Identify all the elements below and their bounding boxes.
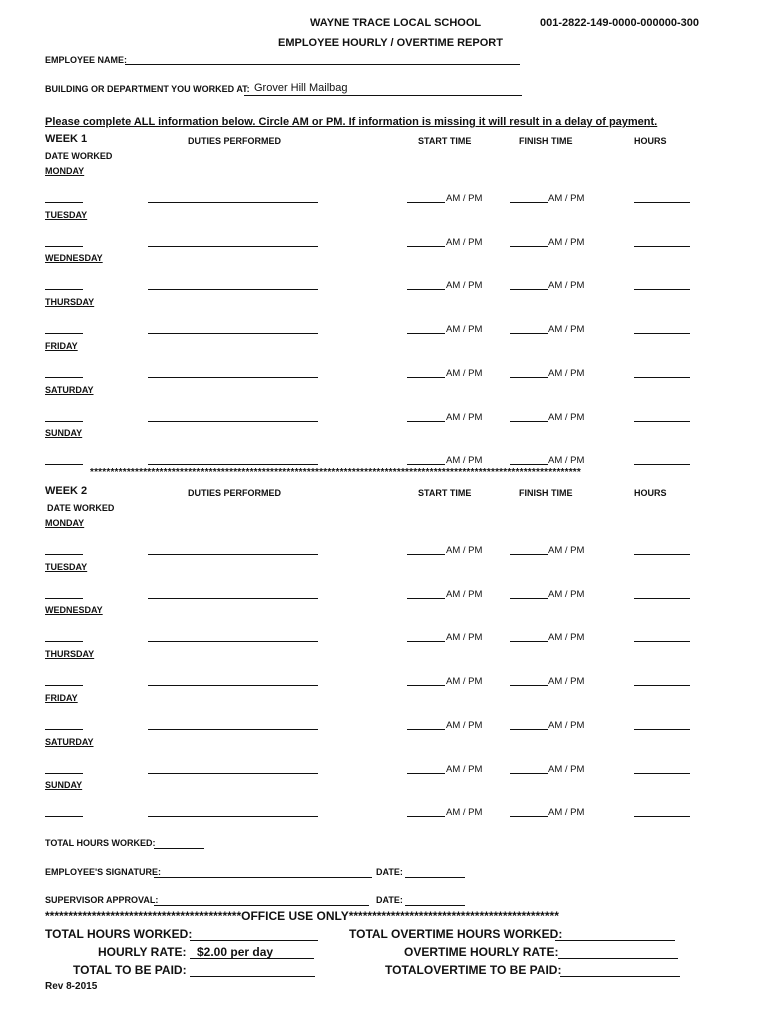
building-field[interactable] bbox=[244, 95, 522, 96]
week-label: WEEK 2 bbox=[45, 485, 88, 497]
date-field[interactable] bbox=[45, 464, 83, 465]
start-time-field[interactable] bbox=[407, 773, 445, 774]
office-overtime-paid-label: TOTALOVERTIME TO BE PAID: bbox=[385, 963, 562, 977]
start-ampm[interactable]: AM / PM bbox=[446, 545, 483, 556]
duties-field[interactable] bbox=[148, 729, 318, 730]
finish-time-field[interactable] bbox=[510, 202, 548, 203]
date-field[interactable] bbox=[45, 816, 83, 817]
office-use-divider bbox=[45, 909, 700, 923]
finish-time-field[interactable] bbox=[510, 641, 548, 642]
duties-field[interactable] bbox=[148, 377, 318, 378]
office-overtime-hours-label: TOTAL OVERTIME HOURS WORKED: bbox=[349, 927, 563, 941]
start-ampm[interactable]: AM / PM bbox=[446, 807, 483, 819]
duties-field[interactable] bbox=[148, 289, 318, 290]
hours-field[interactable] bbox=[634, 554, 690, 555]
hours-field[interactable] bbox=[634, 377, 690, 378]
finish-time-header: FINISH TIME bbox=[519, 488, 573, 498]
employee-name-field[interactable] bbox=[125, 64, 520, 65]
finish-ampm[interactable]: AM / PM bbox=[548, 455, 585, 467]
finish-ampm[interactable]: AM / PM bbox=[548, 411, 585, 423]
day-label-tuesday: TUESDAY bbox=[45, 209, 88, 220]
supervisor-date-field[interactable] bbox=[405, 905, 465, 906]
day-label-wednesday: WEDNESDAY bbox=[45, 605, 103, 616]
start-time-header: START TIME bbox=[418, 136, 472, 146]
date-field[interactable] bbox=[45, 333, 83, 334]
duties-field[interactable] bbox=[148, 816, 318, 817]
duties-field[interactable] bbox=[148, 554, 318, 555]
office-stars-right: ********************************************* bbox=[348, 909, 559, 923]
date-field[interactable] bbox=[45, 202, 83, 203]
building-value[interactable]: Grover Hill Mailbag bbox=[254, 82, 348, 94]
form-title: EMPLOYEE HOURLY / OVERTIME REPORT bbox=[278, 37, 503, 49]
finish-time-field[interactable] bbox=[510, 377, 548, 378]
building-label: BUILDING OR DEPARTMENT YOU WORKED AT: bbox=[45, 84, 250, 94]
start-ampm[interactable]: AM / PM bbox=[446, 676, 483, 688]
finish-time-header: FINISH TIME bbox=[519, 136, 573, 146]
start-time-field[interactable] bbox=[407, 377, 445, 378]
finish-time-field[interactable] bbox=[510, 773, 548, 774]
start-time-field[interactable] bbox=[407, 816, 445, 817]
date-field[interactable] bbox=[45, 641, 83, 642]
start-time-field[interactable] bbox=[407, 421, 445, 422]
office-total-paid-field[interactable] bbox=[190, 976, 315, 977]
finish-ampm[interactable]: AM / PM bbox=[548, 807, 585, 819]
start-ampm[interactable]: AM / PM bbox=[446, 324, 483, 336]
duties-header: DUTIES PERFORMED bbox=[188, 136, 282, 146]
signature-date-field[interactable] bbox=[405, 877, 465, 878]
finish-time-field[interactable] bbox=[510, 816, 548, 817]
date-field[interactable] bbox=[45, 685, 83, 686]
day-label-wednesday: WEDNESDAY bbox=[45, 253, 103, 264]
date-field[interactable] bbox=[45, 421, 83, 422]
day-label-monday: MONDAY bbox=[45, 518, 85, 528]
hours-field[interactable] bbox=[634, 421, 690, 422]
hours-field[interactable] bbox=[634, 729, 690, 730]
start-ampm[interactable]: AM / PM bbox=[446, 367, 483, 379]
duties-field[interactable] bbox=[148, 202, 318, 203]
hours-field[interactable] bbox=[634, 773, 690, 774]
start-time-field[interactable] bbox=[407, 554, 445, 555]
office-overtime-rate-label: OVERTIME HOURLY RATE: bbox=[404, 945, 559, 959]
revision: Rev 8-2015 bbox=[45, 981, 98, 992]
finish-ampm[interactable]: AM / PM bbox=[548, 632, 585, 644]
day-label-friday: FRIDAY bbox=[45, 340, 78, 351]
office-overtime-hours-field[interactable] bbox=[555, 940, 675, 941]
finish-ampm[interactable]: AM / PM bbox=[548, 719, 585, 731]
finish-time-field[interactable] bbox=[510, 598, 548, 599]
start-time-field[interactable] bbox=[407, 685, 445, 686]
hours-field[interactable] bbox=[634, 816, 690, 817]
finish-ampm[interactable]: AM / PM bbox=[548, 545, 585, 556]
day-label-saturday: SATURDAY bbox=[45, 736, 94, 747]
hours-field[interactable] bbox=[634, 641, 690, 642]
start-ampm[interactable]: AM / PM bbox=[446, 193, 483, 204]
finish-ampm[interactable]: AM / PM bbox=[548, 763, 585, 775]
date-field[interactable] bbox=[45, 289, 83, 290]
finish-ampm[interactable]: AM / PM bbox=[548, 193, 585, 204]
start-time-field[interactable] bbox=[407, 289, 445, 290]
start-ampm[interactable]: AM / PM bbox=[446, 411, 483, 423]
duties-field[interactable] bbox=[148, 773, 318, 774]
day-label-saturday: SATURDAY bbox=[45, 384, 94, 395]
date-field[interactable] bbox=[45, 729, 83, 730]
signature-label: EMPLOYEE'S SIGNATURE: bbox=[45, 867, 161, 877]
finish-ampm[interactable]: AM / PM bbox=[548, 280, 585, 292]
finish-time-field[interactable] bbox=[510, 333, 548, 334]
start-ampm[interactable]: AM / PM bbox=[446, 280, 483, 292]
date-field[interactable] bbox=[45, 773, 83, 774]
day-label-sunday: SUNDAY bbox=[45, 428, 83, 439]
day-label-sunday: SUNDAY bbox=[45, 780, 83, 791]
supervisor-label: SUPERVISOR APPROVAL: bbox=[45, 895, 159, 905]
start-time-field[interactable] bbox=[407, 598, 445, 599]
start-time-field[interactable] bbox=[407, 641, 445, 642]
finish-time-field[interactable] bbox=[510, 464, 548, 465]
duties-field[interactable] bbox=[148, 464, 318, 465]
supervisor-date-label: DATE: bbox=[376, 895, 403, 905]
office-total-paid-label: TOTAL TO BE PAID: bbox=[73, 963, 187, 977]
hours-field[interactable] bbox=[634, 598, 690, 599]
finish-ampm[interactable]: AM / PM bbox=[548, 236, 585, 248]
finish-time-field[interactable] bbox=[510, 554, 548, 555]
date-field[interactable] bbox=[45, 554, 83, 555]
duties-field[interactable] bbox=[148, 421, 318, 422]
finish-time-field[interactable] bbox=[510, 289, 548, 290]
duties-field[interactable] bbox=[148, 333, 318, 334]
start-ampm[interactable]: AM / PM bbox=[446, 236, 483, 248]
finish-ampm[interactable]: AM / PM bbox=[548, 588, 585, 600]
finish-time-field[interactable] bbox=[510, 729, 548, 730]
total-hours-field[interactable] bbox=[154, 848, 204, 849]
day-label-thursday: THURSDAY bbox=[45, 297, 95, 308]
finish-ampm[interactable]: AM / PM bbox=[548, 367, 585, 379]
hours-field[interactable] bbox=[634, 246, 690, 247]
hours-field[interactable] bbox=[634, 333, 690, 334]
week-divider: ************************************************************************************************************************ bbox=[90, 467, 581, 478]
hours-field[interactable] bbox=[634, 202, 690, 203]
hours-field[interactable] bbox=[634, 289, 690, 290]
finish-ampm[interactable]: AM / PM bbox=[548, 324, 585, 336]
office-total-hours-field[interactable] bbox=[190, 940, 318, 941]
account-code: 001-2822-149-0000-000000-300 bbox=[540, 17, 700, 29]
duties-field[interactable] bbox=[148, 641, 318, 642]
hours-field[interactable] bbox=[634, 464, 690, 465]
finish-time-field[interactable] bbox=[510, 246, 548, 247]
day-label-tuesday: TUESDAY bbox=[45, 561, 88, 572]
start-ampm[interactable]: AM / PM bbox=[446, 588, 483, 600]
start-ampm[interactable]: AM / PM bbox=[446, 632, 483, 644]
office-use-label: OFFICE USE ONLY bbox=[241, 909, 349, 923]
date-field[interactable] bbox=[45, 598, 83, 599]
start-time-header: START TIME bbox=[418, 488, 472, 498]
start-ampm[interactable]: AM / PM bbox=[446, 719, 483, 731]
office-total-hours-label: TOTAL HOURS WORKED: bbox=[45, 927, 193, 941]
finish-time-field[interactable] bbox=[510, 685, 548, 686]
total-hours-label: TOTAL HOURS WORKED: bbox=[45, 838, 156, 848]
duties-field[interactable] bbox=[148, 685, 318, 686]
finish-time-field[interactable] bbox=[510, 421, 548, 422]
instructions: Please complete ALL information below. Circle AM or PM. If information is missing it will result in a delay of payment. bbox=[45, 116, 658, 128]
school-name: WAYNE TRACE LOCAL SCHOOL bbox=[310, 17, 482, 29]
start-time-field[interactable] bbox=[407, 464, 445, 465]
hours-field[interactable] bbox=[634, 685, 690, 686]
office-stars-left: ****************************************** bbox=[45, 909, 242, 923]
hours-header: HOURS bbox=[634, 488, 667, 498]
office-overtime-rate-field[interactable] bbox=[558, 958, 678, 959]
day-label-monday: MONDAY bbox=[45, 166, 85, 176]
office-hourly-rate-value[interactable]: $2.00 per day bbox=[197, 945, 274, 959]
start-ampm[interactable]: AM / PM bbox=[446, 455, 483, 467]
start-ampm[interactable]: AM / PM bbox=[446, 763, 483, 775]
date-field[interactable] bbox=[45, 246, 83, 247]
signature-date-label: DATE: bbox=[376, 867, 403, 877]
start-time-field[interactable] bbox=[407, 333, 445, 334]
date-field[interactable] bbox=[45, 377, 83, 378]
start-time-field[interactable] bbox=[407, 202, 445, 203]
finish-ampm[interactable]: AM / PM bbox=[548, 676, 585, 688]
date-worked-header: DATE WORKED bbox=[47, 503, 115, 513]
start-time-field[interactable] bbox=[407, 729, 445, 730]
day-label-friday: FRIDAY bbox=[45, 692, 78, 703]
office-hourly-rate-label: HOURLY RATE: bbox=[98, 945, 187, 959]
signature-field[interactable] bbox=[154, 877, 372, 878]
day-label-thursday: THURSDAY bbox=[45, 649, 95, 660]
office-overtime-paid-field[interactable] bbox=[560, 976, 680, 977]
hours-header: HOURS bbox=[634, 136, 667, 146]
employee-name-label: EMPLOYEE NAME: bbox=[45, 55, 128, 65]
duties-field[interactable] bbox=[148, 598, 318, 599]
supervisor-field[interactable] bbox=[154, 905, 369, 906]
week-label: WEEK 1 bbox=[45, 133, 88, 145]
duties-header: DUTIES PERFORMED bbox=[188, 488, 282, 498]
start-time-field[interactable] bbox=[407, 246, 445, 247]
duties-field[interactable] bbox=[148, 246, 318, 247]
date-worked-header: DATE WORKED bbox=[45, 151, 113, 161]
